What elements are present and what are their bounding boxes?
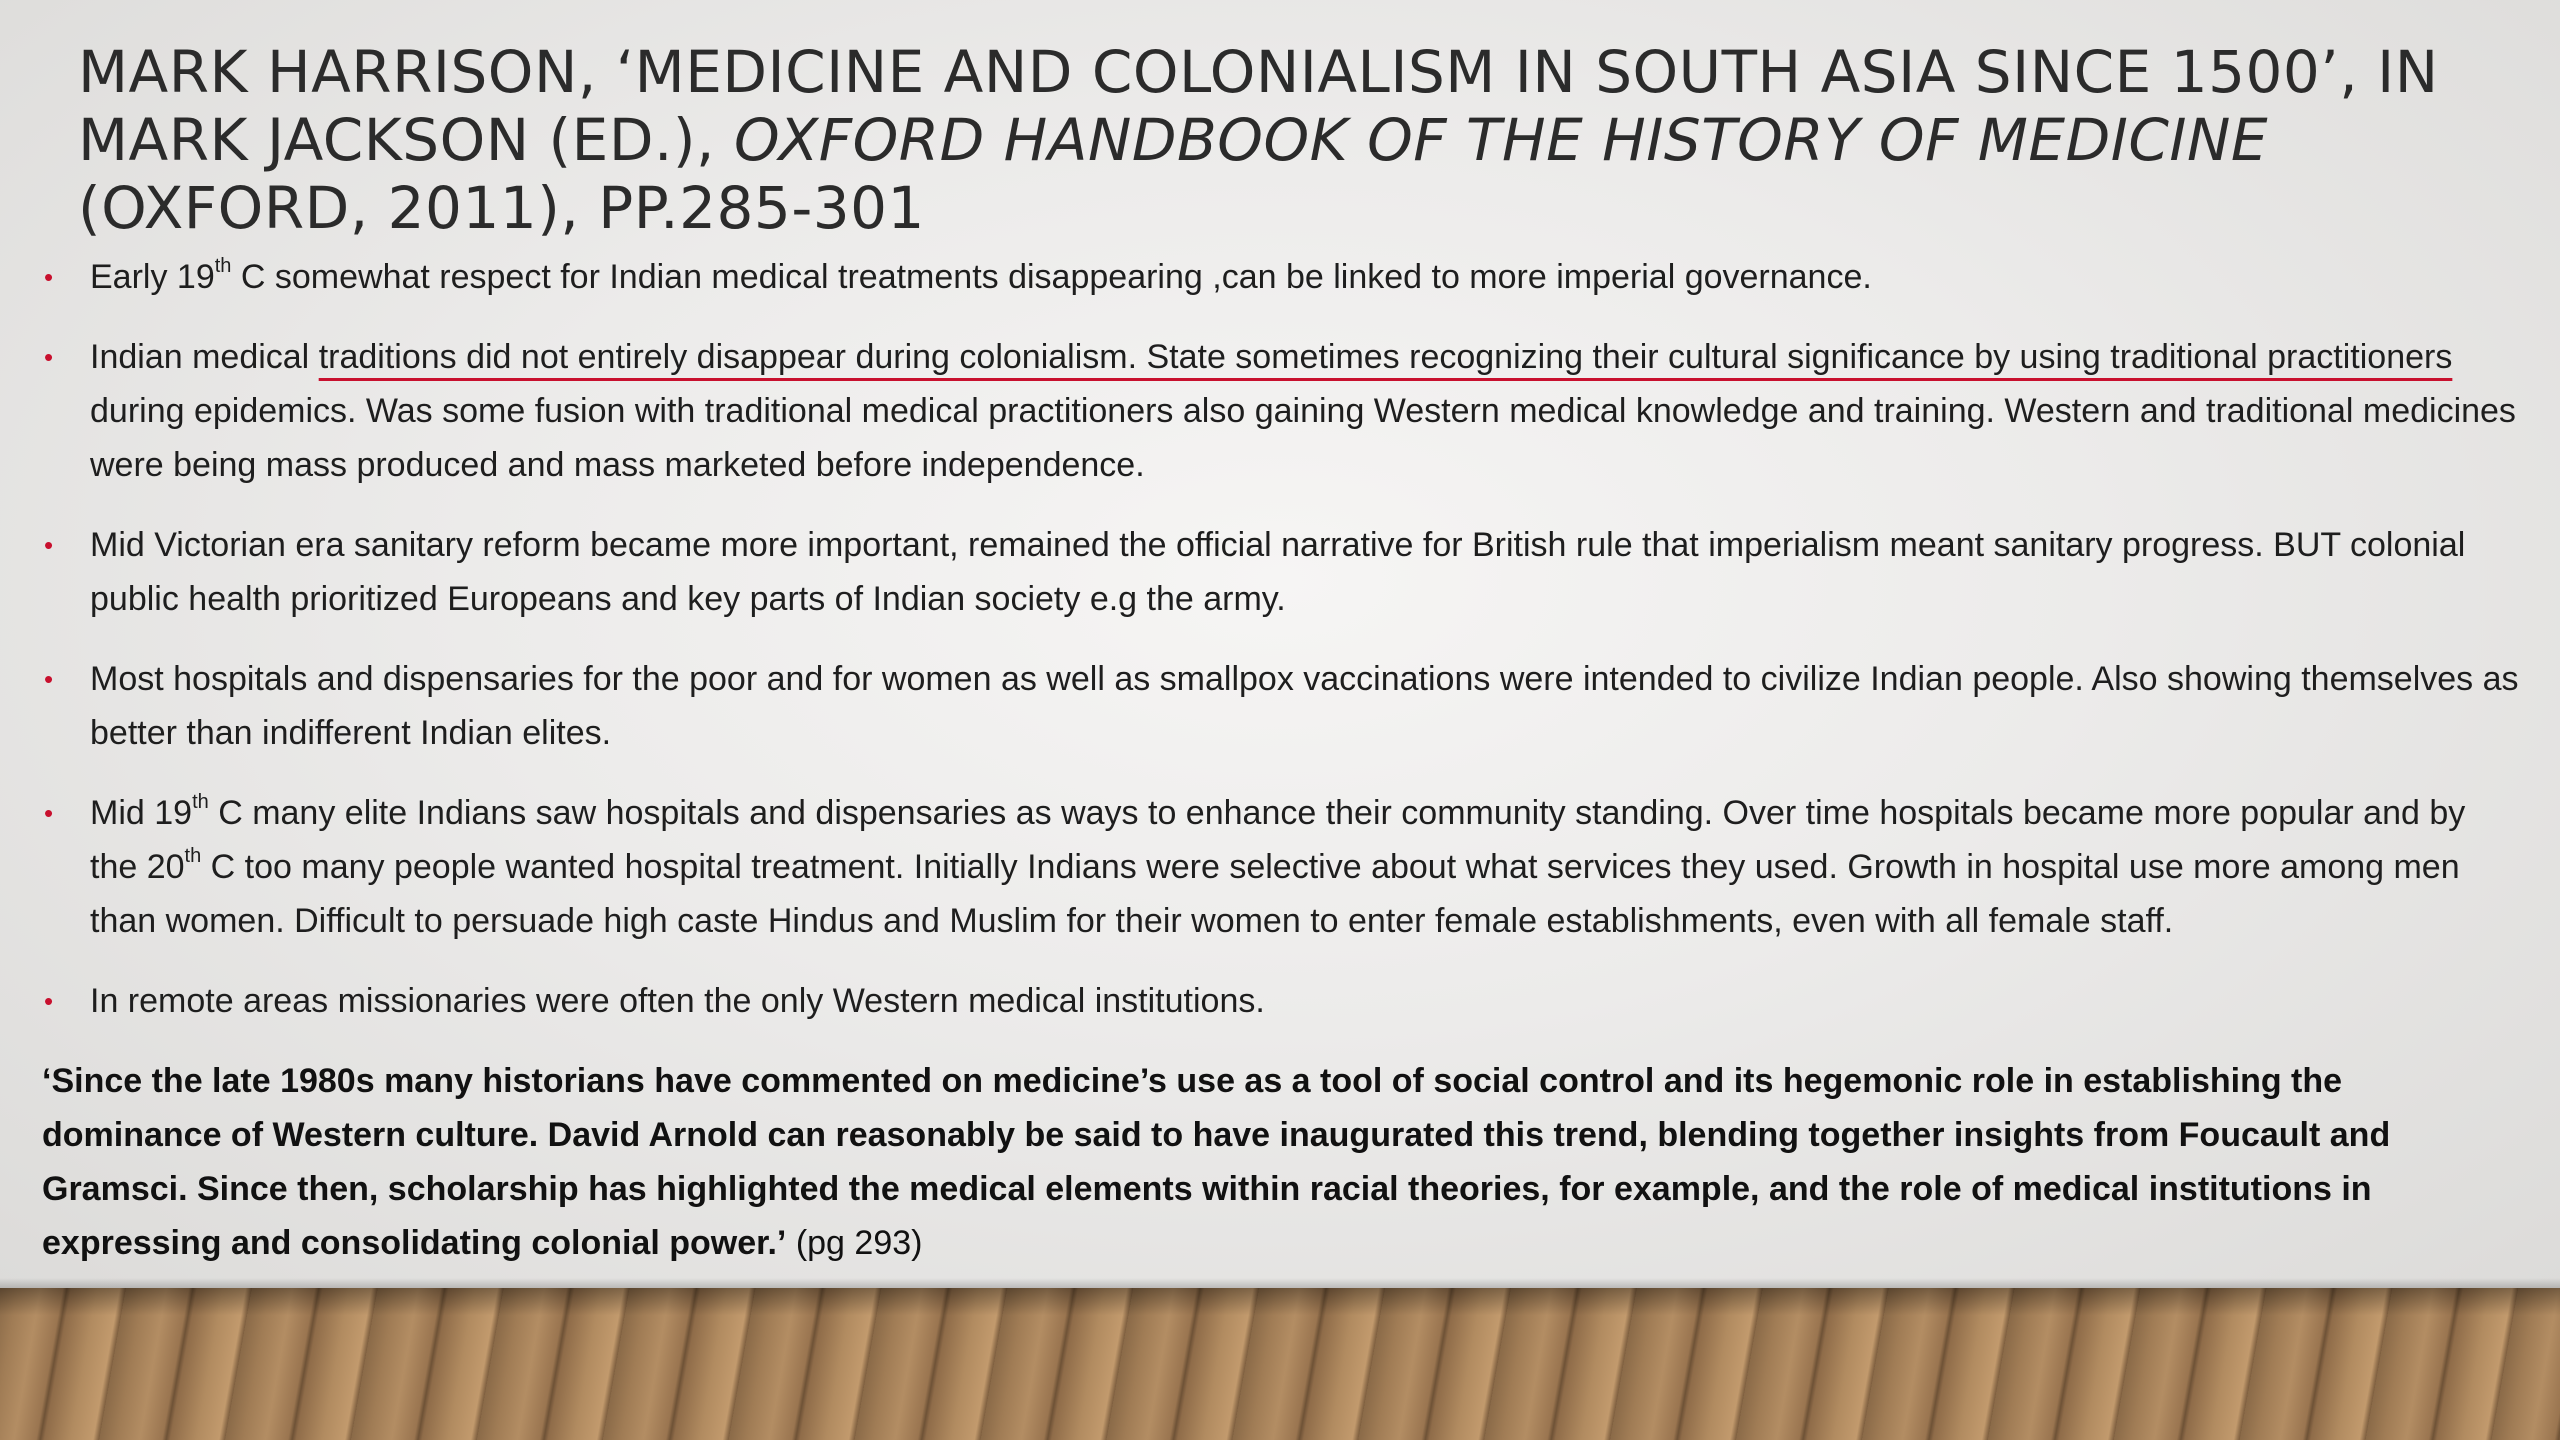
bullet-text: during epidemics. Was some fusion with traditional medical practitioners also gaining Western medical knowledge and training. Western and traditional medicines were being mass produced and mass marketed before independence. [90, 392, 2516, 484]
bullet-text: Mid 19 [90, 794, 193, 832]
quote-text: ‘Since the late 1980s many historians have commented on medicine’s use as a tool of social control and its hegemonic role in establishing the dominance of Western culture. David Arnold can reasonably be said to have inaugurated this trend, blending together insights from Foucault and Gramsci. Since then, scholarship has highlighted the medical elements within racial theories, for example, and the role of medical institutions in expressing and consolidating colonial power.’ [42, 1062, 2391, 1262]
quote-paragraph [42, 1054, 2522, 1270]
bullet-text: Most hospitals and dispensaries for the poor and for women as well as smallpox vaccinations were intended to civilize Indian people. Also showing themselves as better than indifferent Indian elites. [90, 660, 2519, 752]
bullet-item [40, 250, 2520, 304]
bullet-text: C too many people wanted hospital treatment. Initially Indians were selective about what services they used. Growth in hospital use more among men than women. Difficult to persuade high caste Hindus and Muslim for their women to enter female establishments, even with all female staff. [90, 848, 2460, 940]
bullet-list [40, 250, 2520, 1054]
bullet-text: C many elite Indians saw hospitals and dispensaries as ways to enhance their community standing. Over time hospitals became more popular and by the 20 [90, 794, 2466, 886]
bullet-text: Mid Victorian era sanitary reform became more important, remained the official narrative for British rule that imperialism meant sanitary progress. BUT colonial public health prioritized Europeans and key parts of Indian society e.g the army. [90, 526, 2466, 618]
slide-title [78, 38, 2478, 242]
title-part-1: MARK HARRISON, ‘MEDICINE AND COLONIALISM IN SOUTH ASIA SINCE 1500’, IN MARK JACKSON (ED.), [78, 38, 2439, 174]
quote-citation: (pg 293) [786, 1224, 923, 1262]
superscript: th [214, 254, 232, 277]
bullet-dot-icon: • [44, 664, 54, 694]
bullet-item [40, 652, 2520, 760]
bullet-text: In remote areas missionaries were often the only Western medical institutions. [90, 982, 1265, 1020]
bullet-text: C somewhat respect for Indian medical treatments disappearing ,can be linked to more imperial governance. [231, 258, 1872, 296]
bullet-item [40, 330, 2520, 492]
wood-floor-background [0, 1288, 2560, 1440]
bullet-text: Indian medical [90, 338, 319, 376]
bullet-dot-icon: • [44, 342, 54, 372]
title-part-3: (OXFORD, 2011), PP.285-301 [78, 174, 925, 242]
bullet-dot-icon: • [44, 262, 54, 292]
bullet-item [40, 518, 2520, 626]
bullet-dot-icon: • [44, 798, 54, 828]
underlined-text: traditions did not entirely disappear during colonialism. State sometimes recognizing their cultural significance by using traditional practitioners [318, 338, 2453, 376]
bullet-text: Early 19 [90, 258, 215, 296]
bullet-dot-icon: • [44, 986, 54, 1016]
superscript: th [184, 844, 202, 867]
bullet-item [40, 974, 2520, 1028]
title-book-name: OXFORD HANDBOOK OF THE HISTORY OF MEDICINE [733, 106, 2268, 174]
superscript: th [192, 790, 209, 813]
bullet-item [40, 786, 2520, 948]
bullet-dot-icon: • [44, 530, 54, 560]
